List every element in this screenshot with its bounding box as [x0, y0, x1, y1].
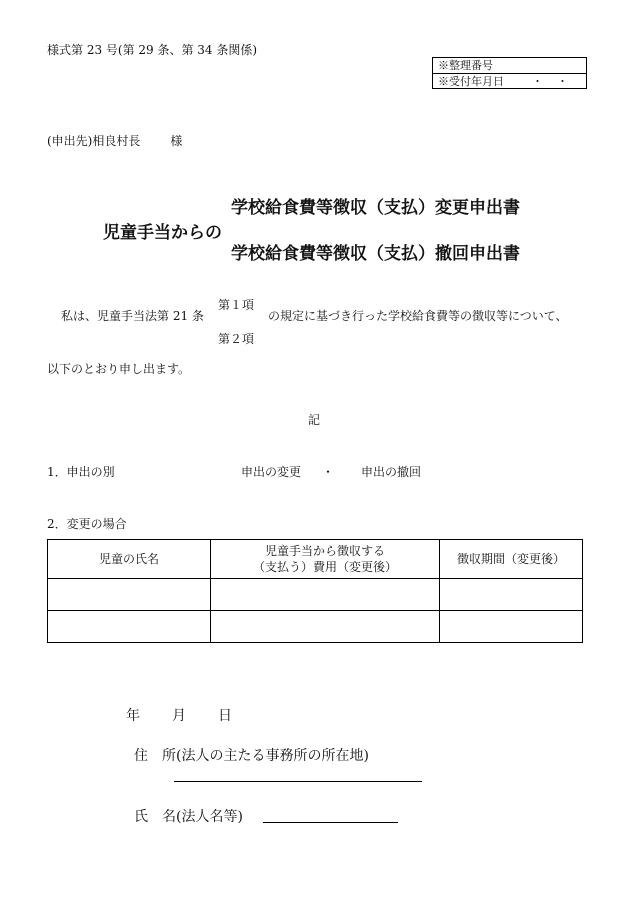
name-input-line[interactable]: [263, 822, 398, 823]
table-row: [48, 611, 583, 643]
statement-tail: の規定に基づき行った学校給食費等の徴収等について、: [268, 309, 568, 323]
column-expense-line2: （支払う）費用（変更後）: [252, 560, 397, 574]
statement-lead: 私は、児童手当法第 21 条: [61, 309, 204, 323]
control-number-label: ※整理番号: [438, 59, 493, 72]
cell-period[interactable]: [440, 611, 583, 643]
registration-box: [432, 57, 587, 89]
option-withdraw[interactable]: 申出の撤回: [361, 465, 422, 479]
addressee-label: (申出先)相良村長: [47, 134, 141, 148]
statement-paragraph-2: 第２項: [218, 332, 255, 346]
date-day-label: 日: [218, 708, 232, 724]
option-change[interactable]: 申出の変更: [241, 465, 302, 479]
section2-label: 2．変更の場合: [47, 517, 127, 531]
form-number: 様式第 23 号(第 29 条、第 34 条関係): [47, 43, 258, 57]
memo-heading: 記: [308, 413, 321, 427]
cell-expense[interactable]: [211, 611, 440, 643]
received-date-row: [433, 73, 586, 88]
cell-child-name[interactable]: [48, 579, 211, 611]
received-date-label: ※受付年月日: [438, 75, 504, 88]
date-month-label: 月: [172, 708, 186, 724]
section1-label: 1．申出の別: [47, 465, 115, 479]
column-expense-line1: 児童手当から徴収する: [264, 544, 385, 558]
column-expense: [211, 540, 440, 579]
column-period: 徴収期間（変更後）: [440, 540, 583, 579]
control-number-row: [433, 58, 586, 73]
address-input-line[interactable]: [174, 781, 422, 782]
title-prefix: 児童手当からの: [103, 223, 222, 243]
table-row: [48, 579, 583, 611]
change-table: [47, 539, 583, 643]
statement-line2: 以下のとおり申し出ます。: [47, 362, 191, 376]
received-date-dots: ・・: [532, 75, 582, 88]
column-child-name: 児童の氏名: [48, 540, 211, 579]
title-option-change: 学校給食費等徴収（支払）変更申出書: [231, 198, 520, 218]
option-separator: ・: [322, 465, 335, 479]
title-option-withdraw: 学校給食費等徴収（支払）撤回申出書: [231, 244, 520, 264]
table-header-row: [48, 540, 583, 579]
cell-period[interactable]: [440, 579, 583, 611]
addressee-honorific: 様: [170, 134, 183, 148]
addressee: [47, 132, 182, 149]
statement-paragraph-1: 第１項: [218, 298, 255, 312]
address-label: 住 所(法人の主たる事務所の所在地): [134, 748, 369, 764]
date-year-label: 年: [126, 708, 140, 724]
name-label: 氏 名(法人名等): [134, 809, 243, 825]
cell-expense[interactable]: [211, 579, 440, 611]
cell-child-name[interactable]: [48, 611, 211, 643]
